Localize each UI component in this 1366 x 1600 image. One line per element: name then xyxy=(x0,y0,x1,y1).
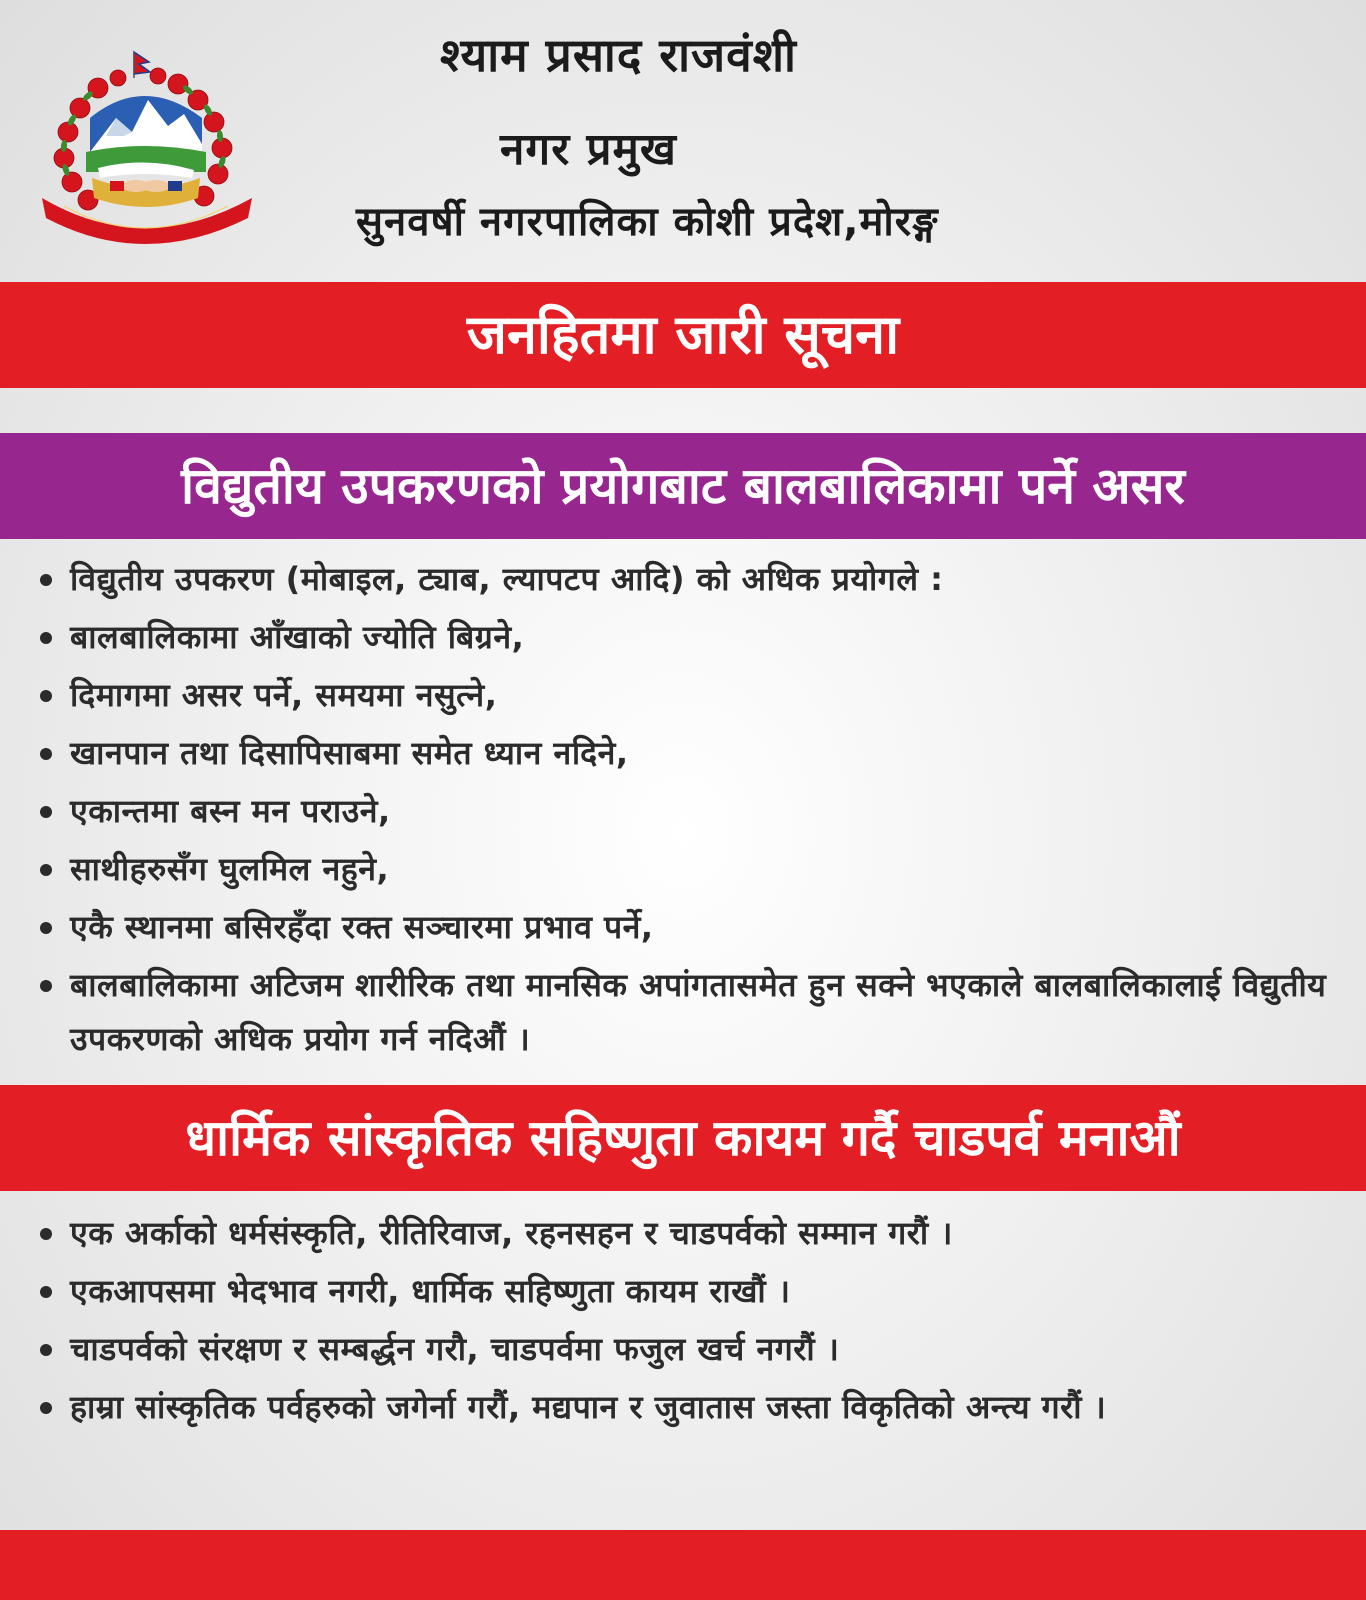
list-item-text: बालबालिकामा अटिजम शारीरिक तथा मानसिक अपांगतासमेत हुन सक्ने भएकाले बालबालिकालाई विद्युतीय उपकरणको अधिक प्रयोग गर्न नदिऔं । xyxy=(70,966,1327,1058)
list-item-text: एकान्तमा बस्न मन पराउने, xyxy=(70,792,391,830)
section1-banner xyxy=(0,433,1366,539)
bullet-icon xyxy=(40,864,52,876)
mayor-role: नगर प्रमुख xyxy=(500,124,677,175)
bullet-icon xyxy=(40,632,52,644)
nepal-emblem-icon xyxy=(36,48,260,248)
bullet-icon xyxy=(40,1286,52,1298)
list-item-text: बालबालिकामा आँखाको ज्योति बिग्रने, xyxy=(70,618,525,656)
list-item-text: हाम्रा सांस्कृतिक पर्वहरुको जगेर्ना गरौं, मद्यपान र जुवातास जस्ता विकृतिको अन्त्य गरौं । xyxy=(70,1388,1107,1426)
section2-banner xyxy=(0,1085,1366,1191)
notice-banner xyxy=(0,282,1366,388)
list-item-text: दिमागमा असर पर्ने, समयमा नसुत्ने, xyxy=(70,676,498,714)
list-item xyxy=(36,958,1336,1066)
list-item xyxy=(36,1206,1336,1260)
section2-title: धार्मिक सांस्कृतिक सहिष्णुता कायम गर्दै चाडपर्व मनाऔं xyxy=(185,1109,1181,1167)
bullet-icon xyxy=(40,1402,52,1414)
list-item xyxy=(36,1322,1336,1376)
bullet-icon xyxy=(40,806,52,818)
list-item-text: खानपान तथा दिसापिसाबमा समेत ध्यान नदिने, xyxy=(70,734,629,772)
bullet-icon xyxy=(40,1344,52,1356)
list-item xyxy=(36,668,1336,722)
mayor-name: श्याम प्रसाद राजवंशी xyxy=(440,28,797,82)
list-item xyxy=(36,842,1336,896)
list-item xyxy=(36,610,1336,664)
list-item-text: विद्युतीय उपकरण (मोबाइल, ट्याब, ल्यापटप आदि) को अधिक प्रयोगले : xyxy=(70,560,944,598)
list-item xyxy=(36,726,1336,780)
bullet-icon xyxy=(40,690,52,702)
notice-title: जनहितमा जारी सूचना xyxy=(466,303,900,366)
bullet-icon xyxy=(40,980,52,992)
bullet-icon xyxy=(40,574,52,586)
list-item-text: एकै स्थानमा बसिरहँदा रक्त सञ्चारमा प्रभाव पर्ने, xyxy=(70,908,654,946)
bullet-icon xyxy=(40,1228,52,1240)
section2-list xyxy=(36,1206,1336,1438)
list-item xyxy=(36,1380,1336,1434)
section1-title: विद्युतीय उपकरणको प्रयोगबाट बालबालिकामा पर्ने असर xyxy=(181,457,1185,515)
list-item xyxy=(36,552,1336,606)
list-item xyxy=(36,900,1336,954)
list-item-text: चाडपर्वको संरक्षण र सम्बर्द्धन गरौ, चाडपर्वमा फजुल खर्च नगरौं । xyxy=(70,1330,840,1368)
list-item-text: एकआपसमा भेदभाव नगरी, धार्मिक सहिष्णुता कायम राखौं । xyxy=(70,1272,791,1310)
bullet-icon xyxy=(40,748,52,760)
footer-band xyxy=(0,1530,1366,1600)
list-item xyxy=(36,784,1336,838)
list-item xyxy=(36,1264,1336,1318)
bullet-icon xyxy=(40,922,52,934)
list-item-text: साथीहरुसँग घुलमिल नहुने, xyxy=(70,850,390,888)
section1-list xyxy=(36,552,1336,1070)
list-item-text: एक अर्काको धर्मसंस्कृति, रीतिरिवाज, रहनसहन र चाडपर्वको सम्मान गरौं । xyxy=(70,1214,953,1252)
municipality-address: सुनवर्षी नगरपालिका कोशी प्रदेश,मोरङ्ग xyxy=(356,199,939,245)
